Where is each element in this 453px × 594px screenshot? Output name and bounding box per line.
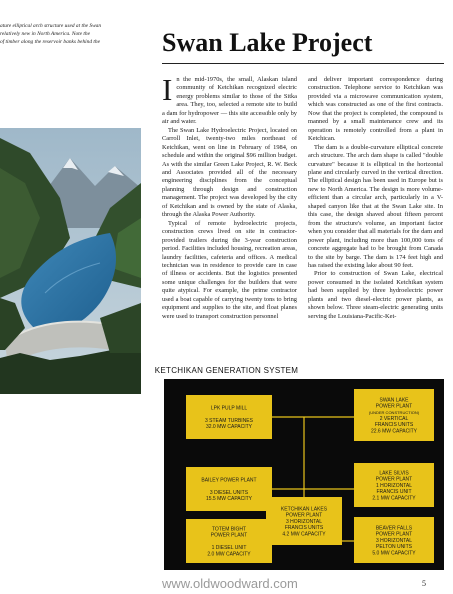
article-paragraph: Prior to construction of Swan Lake, electrical power consumed in the isolated Ketchikan system had been supplied by three hydroelectric power plants and two diesel-electric power plants, as shown below. Three steam-electric generating units serving the Louisiana-Pacific-Ket- (308, 270, 443, 320)
plant-box-label: LAKE SILVIS (379, 470, 409, 477)
plant-box-fill (186, 467, 272, 511)
plant-box-swan (354, 389, 434, 441)
plant-box-label: FRANCIS UNITS (284, 525, 324, 532)
footer-url: www.oldwoodward.com (162, 576, 298, 591)
plant-box-totem (186, 519, 272, 563)
plant-box-label: 3 DIESEL UNITS (209, 490, 249, 496)
plant-box-label: 3 STEAM TURBINES (205, 418, 253, 424)
plant-box-label: 3 HORIZONTAL (375, 537, 413, 544)
article-paragraph: The dam is a double-curvature elliptical concrete arch structure. The arch dam shape is called "double curvature" because it is elliptical in the horizontal plane and circularly curved in the vertical direction. The elliptical design has been used in Europe but is new to North America. The design is more volume-efficient than a circular arch, particularly in a V-shaped canyon like that at the Swan Lake site. In this case, the design shaved about fifteen percent from the structure's volume, an important factor when you consider that all materials for the dam and power plant, including more than 100,000 tons of concrete aggregate had to be brought from Canada to the site by barge. The dam is 174 feet high and has raised the existing lake about 90 feet. (308, 143, 443, 269)
article-title: Swan Lake Project (162, 28, 373, 57)
plant-box-label: (UNDER CONSTRUCTION) (368, 409, 420, 415)
plant-box-beaver (354, 517, 434, 563)
dam-photo (0, 128, 141, 394)
plant-box-label: 2.0 MW CAPACITY (207, 551, 251, 558)
plant-box-label: POWER PLANT (375, 476, 413, 483)
plant-box-label: 3 HORIZONTAL (285, 518, 323, 525)
plant-box-label: SWAN LAKE (379, 397, 409, 404)
article-paragraph: and deliver important correspondence during construction. Telephone service to Ketchikan was provided via a microwave communication system, which was constructed as one of the first contracts. Now that the project is completed, the compound is manned by a small maintenance crew and its operation is remotely controlled from a plant in Ketchican. (308, 76, 443, 143)
plant-box-label: FRANCIS UNITS (374, 422, 414, 429)
plant-box-label: 15.5 MW CAPACITY (205, 496, 253, 503)
article-paragraph (162, 72, 297, 127)
plant-box-label: POWER PLANT (285, 512, 323, 519)
plant-box-label: KETCHIKAN LAKES (280, 506, 328, 513)
plant-box-label: 22.6 MW CAPACITY (370, 428, 418, 435)
title-divider (162, 63, 444, 64)
plant-box-label: LPK PULP MILL (210, 405, 248, 412)
plant-box-label: 2 VERTICAL (379, 416, 409, 422)
drop-cap: I (162, 72, 173, 107)
plant-box-label: 32.0 MW CAPACITY (205, 424, 253, 431)
plant-box-label: 2.1 MW CAPACITY (372, 495, 416, 502)
article-paragraph: The Swan Lake Hydroelectric Project, located on Carroll Inlet, twenty-two miles northeast of Ketchikan, went on line in February of 1984, on schedule and within the original $96 million budget. As with the similar Green Lake Project, R. W. Beck and Associates provided all of the necessary engineering disciplines from the conceptual planning through design and construction management. The project was developed by the city of Ketchikan and is owned by the state of Alaska, through the Alaska Power Authority. (162, 126, 297, 219)
plant-box-ketchikan (266, 497, 342, 545)
page-number: 5 (422, 579, 426, 588)
diagram-title: KETCHIKAN GENERATION SYSTEM (154, 366, 299, 375)
paragraph-text: n the mid-1970s, the small, Alaskan island community of Ketchikan recognized electric energy problems similar to those of the Sitka area. They, too, selected a remote site to build a dam for hydropower — this site accessible only by air and water. (162, 76, 297, 126)
article-column-left (162, 72, 297, 321)
plant-box-label: BEAVER FALLS (375, 525, 413, 532)
plant-box-label: 4.2 MW CAPACITY (282, 531, 326, 538)
plant-box-lpk (186, 395, 272, 439)
plant-box-label: PELTON UNITS (376, 544, 412, 551)
plant-box-label: POWER PLANT (375, 531, 413, 538)
plant-box-label: 5.0 MW CAPACITY (372, 550, 416, 557)
generation-system-diagram (164, 379, 444, 570)
caption-line: relatively new in North America. Note the (0, 31, 90, 38)
dam-photo-art (0, 128, 141, 394)
plant-box-label: POWER PLANT (375, 403, 413, 410)
caption-line: of timber along the reservoir banks behind the (0, 39, 100, 46)
article-column-right (308, 76, 443, 321)
plant-box-label: POWER PLANT (210, 532, 248, 539)
caption-line: ature elliptical arch structure used at the Swan (0, 23, 102, 29)
plant-box-label: 1 DIESEL UNIT (211, 545, 247, 552)
plant-box-label: FRANCIS UNIT (376, 489, 412, 496)
photo-caption (0, 22, 134, 47)
plant-box-label: TOTEM BIGHT (211, 526, 247, 533)
plant-box-silvis (354, 463, 434, 507)
plant-box-fill (186, 395, 272, 439)
diagram-canvas (164, 379, 444, 570)
plant-box-bailey (186, 467, 272, 511)
plant-box-label: BAILEY POWER PLANT (201, 477, 257, 484)
plant-box-label: 1 HORIZONTAL (375, 482, 413, 489)
article-paragraph: Typical of remote hydroelectric projects, construction crews lived on site in contractor-provided trailers during the 3-year construction period. Facilities included housing, recreation areas, laundry facilities, cafeteria and offices. A medical technician was in residence to provide care in case of illness or accidents. But the logistics presented some unique challenges for the builders that were quite atypical. For example, the prime contractor used a boat capable of carrying twenty tons to bring equipment and supplies to the site, and float planes were used to transport construction personnel (162, 219, 297, 320)
